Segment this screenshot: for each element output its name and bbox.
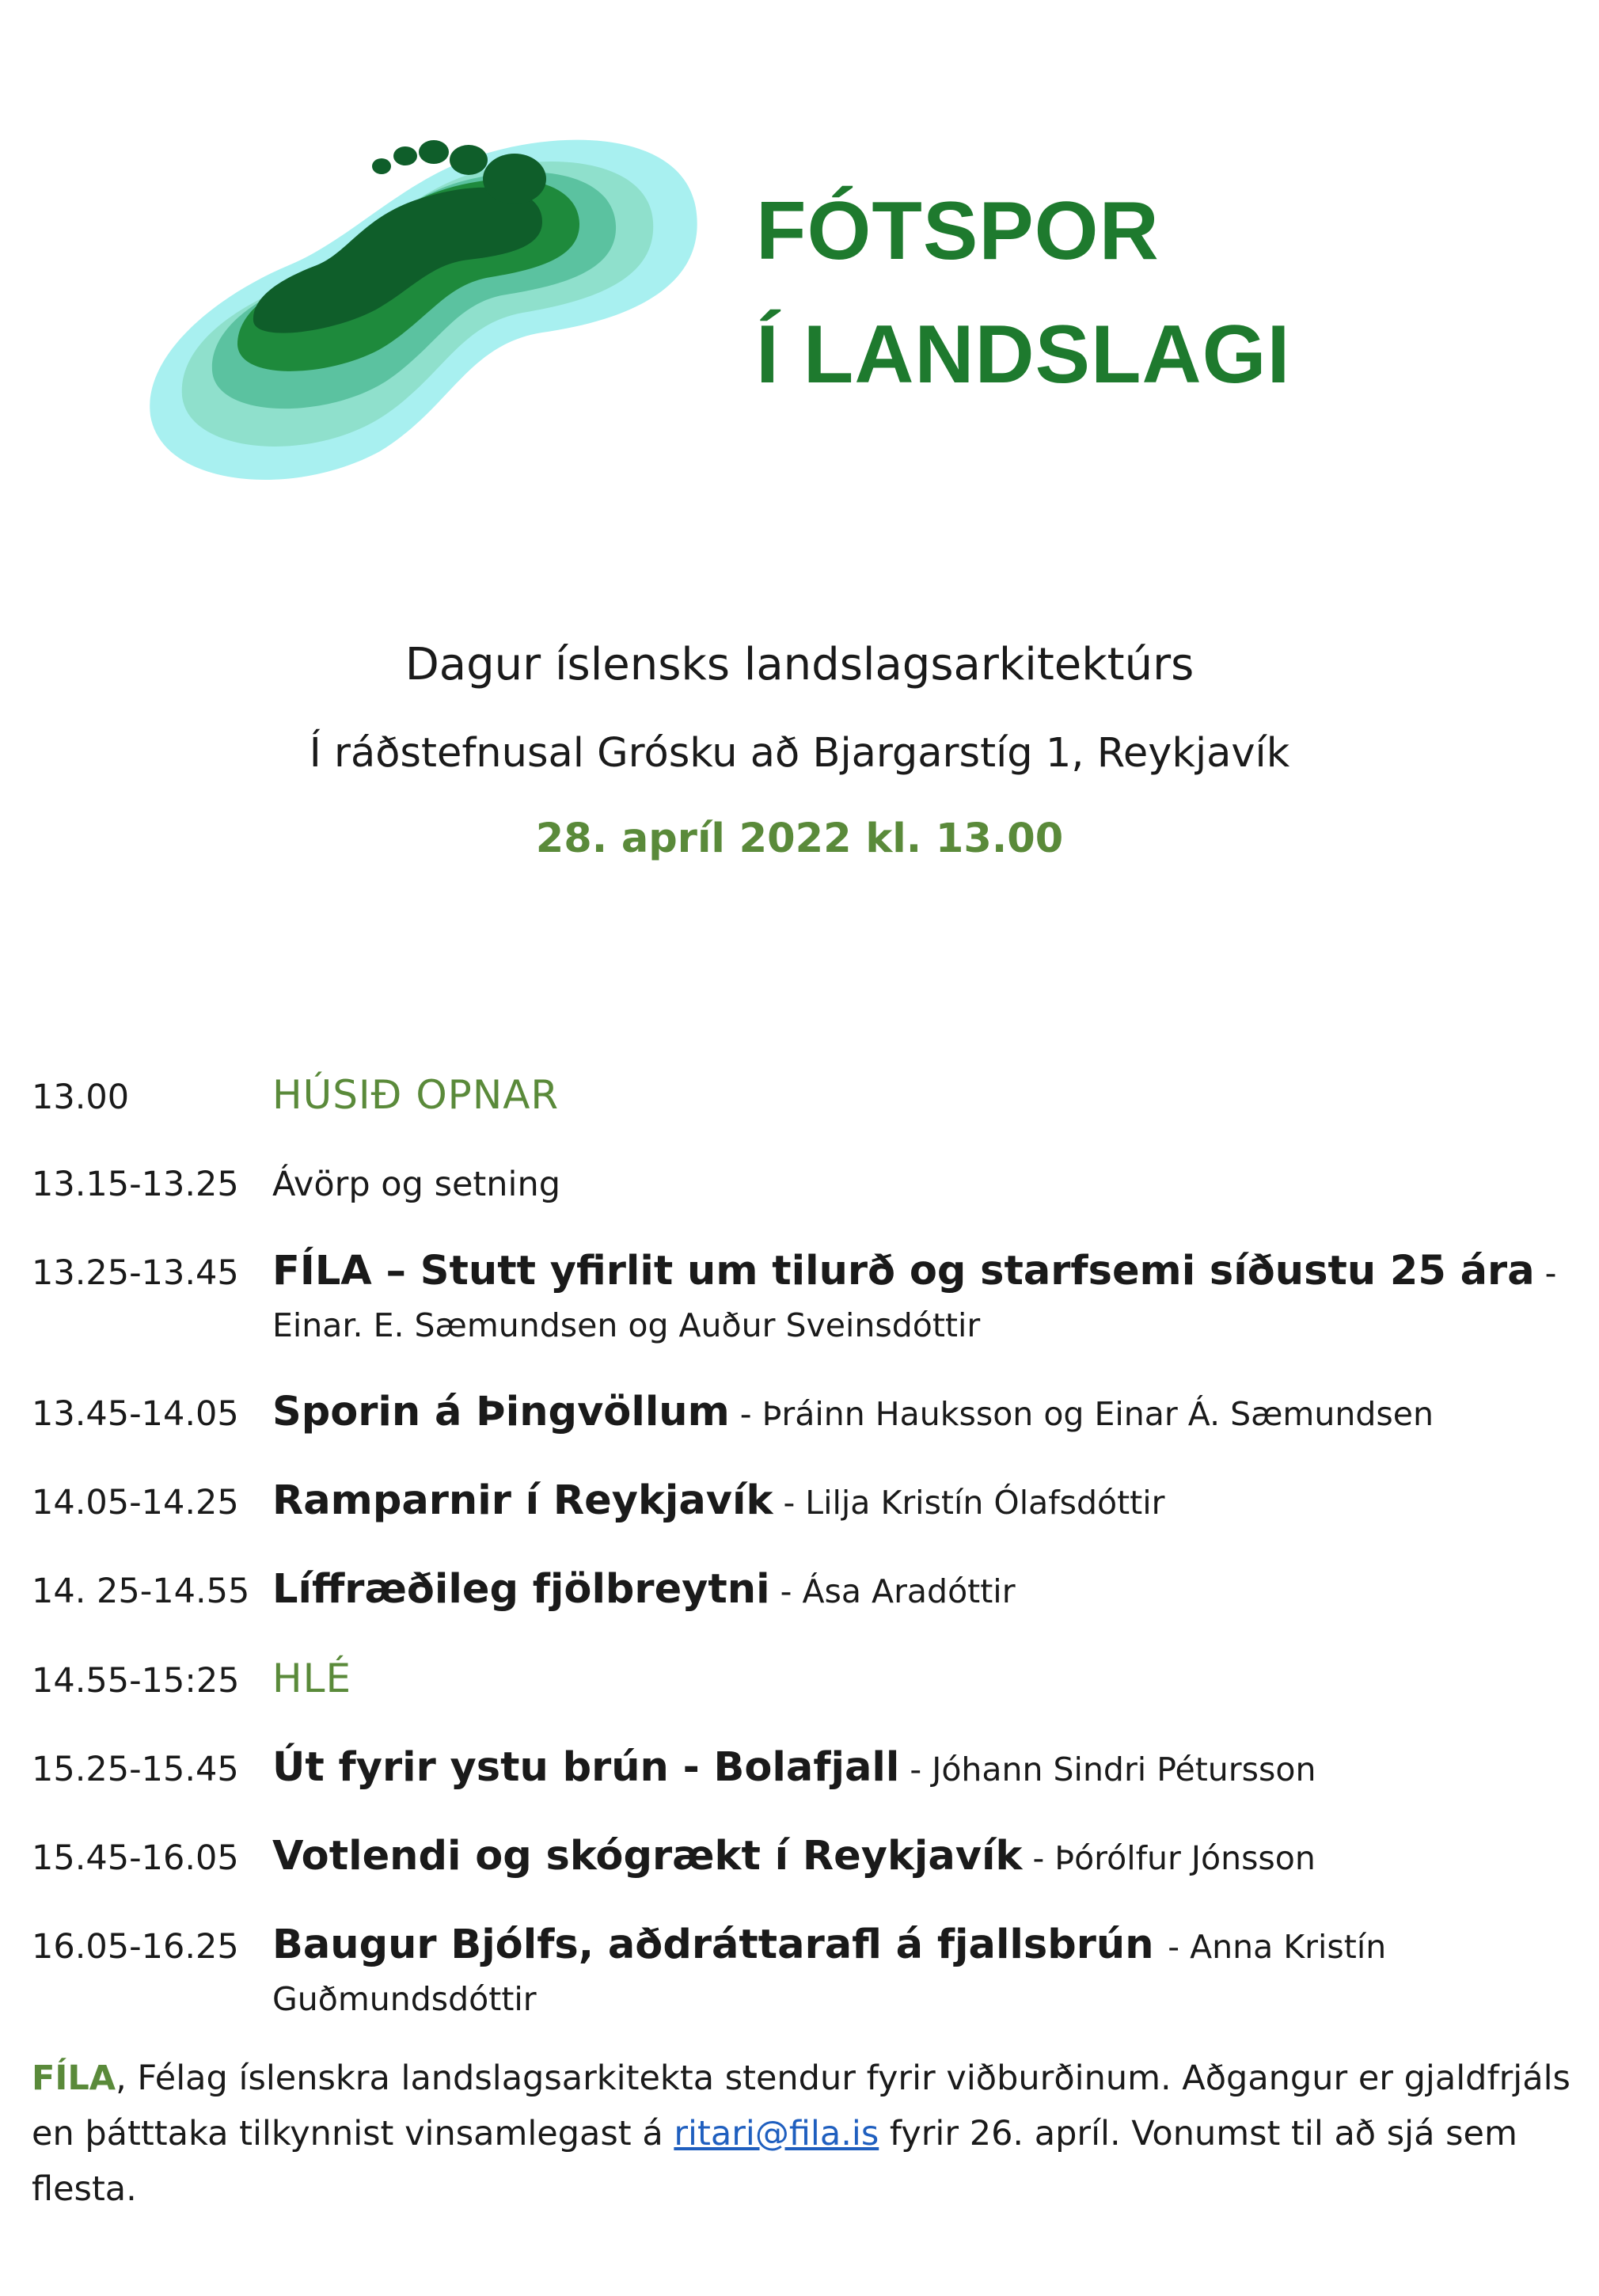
schedule-desc — [272, 1386, 1575, 1440]
talk-title: Votlendi og skógrækt í Reykjavík — [272, 1833, 1023, 1880]
schedule-row — [32, 1069, 1575, 1123]
talk-title: Ramparnir í Reykjavík — [272, 1477, 773, 1524]
footer-note — [32, 2051, 1575, 2217]
schedule-label: HÚSIÐ OPNAR — [272, 1072, 560, 1118]
logo-toe-big — [483, 154, 546, 204]
schedule-time: 15.25-15.45 — [32, 1750, 239, 1789]
schedule-desc — [272, 1830, 1575, 1884]
program-schedule — [32, 1069, 1575, 2060]
talk-speaker: - Anna Kristín Guðmundsdóttir — [272, 1928, 1387, 2018]
footprint-logo-icon — [142, 103, 712, 499]
schedule-time: 14. 25-14.55 — [32, 1572, 250, 1611]
footer-text-1: , Félag íslenskra landslagsarkitekta stendur fyrir viðburðinum. Aðgangur er gjaldfrjáls en þátttaka tilkynnist vinsamlegast á — [32, 2058, 1571, 2153]
talk-speaker: - Lilja Kristín Ólafsdóttir — [773, 1484, 1165, 1522]
talk-title: Út fyrir ystu brún - Bolafjall — [272, 1744, 900, 1791]
talk-title: FÍLA – Stutt yfirlit um tilurð og starfsemi síðustu 25 ára — [272, 1248, 1535, 1294]
talk-speaker: - Einar. E. Sæmundsen og Auður Sveinsdóttir — [272, 1254, 1557, 1344]
talk-speaker: - Þráinn Hauksson og Einar Á. Sæmundsen — [729, 1395, 1434, 1433]
schedule-label: HLÉ — [272, 1655, 352, 1701]
logo-wordmark — [756, 185, 1291, 401]
logo-toe-2 — [450, 145, 488, 175]
schedule-row — [32, 1919, 1575, 2025]
event-venue: Í ráðstefnusal Grósku að Bjargarstíg 1, Reykjavík — [309, 730, 1290, 777]
talk-speaker: - Þórólfur Jónsson — [1022, 1839, 1316, 1877]
schedule-time: 16.05-16.25 — [32, 1927, 239, 1967]
schedule-row — [32, 1386, 1575, 1440]
schedule-desc — [272, 1245, 1575, 1351]
schedule-row — [32, 1830, 1575, 1884]
logo-toe-4 — [393, 146, 417, 165]
schedule-row — [32, 1652, 1575, 1707]
talk-title: Sporin á Þingvöllum — [272, 1389, 730, 1435]
schedule-desc — [272, 1652, 1575, 1707]
schedule-desc — [272, 1742, 1575, 1796]
schedule-time: 13.15-13.25 — [32, 1165, 239, 1204]
schedule-desc — [272, 1475, 1575, 1529]
schedule-desc — [272, 1158, 1575, 1211]
event-header — [0, 633, 1599, 868]
schedule-row — [32, 1742, 1575, 1796]
schedule-time: 13.00 — [32, 1078, 130, 1117]
logo-toe-3 — [419, 140, 449, 164]
schedule-row — [32, 1245, 1575, 1351]
schedule-time: 14.55-15:25 — [32, 1661, 240, 1701]
email-link[interactable]: ritari@fila.is — [674, 2114, 879, 2153]
talk-title: Líffræðileg fjölbreytni — [272, 1566, 770, 1613]
schedule-time: 14.05-14.25 — [32, 1483, 239, 1522]
schedule-desc — [272, 1564, 1575, 1617]
logo-line-1: FÓTSPOR — [756, 185, 1160, 277]
schedule-time: 13.45-14.05 — [32, 1394, 239, 1434]
schedule-row — [32, 1158, 1575, 1211]
schedule-time: 15.45-16.05 — [32, 1838, 239, 1878]
footer-text-2: fyrir 26. apríl. Vonumst til að sjá sem flesta. — [32, 2114, 1517, 2209]
logo-toe-5 — [372, 158, 391, 174]
event-datetime: 28. apríl 2022 kl. 13.00 — [535, 815, 1064, 862]
org-name: FÍLA — [32, 2058, 116, 2098]
schedule-desc — [272, 1919, 1575, 2025]
schedule-desc — [272, 1069, 1575, 1123]
schedule-time: 13.25-13.45 — [32, 1253, 239, 1293]
talk-title: Baugur Bjólfs, aðdráttarafl á fjallsbrún — [272, 1922, 1168, 1968]
schedule-row — [32, 1564, 1575, 1617]
talk-speaker: - Jóhann Sindri Pétursson — [899, 1751, 1316, 1789]
schedule-label: Ávörp og setning — [272, 1165, 561, 1204]
event-title: Dagur íslensks landslagsarkitektúrs — [404, 639, 1195, 690]
schedule-row — [32, 1475, 1575, 1529]
talk-speaker: - Ása Aradóttir — [769, 1572, 1016, 1610]
logo-line-2: Í LANDSLAGI — [756, 309, 1291, 401]
